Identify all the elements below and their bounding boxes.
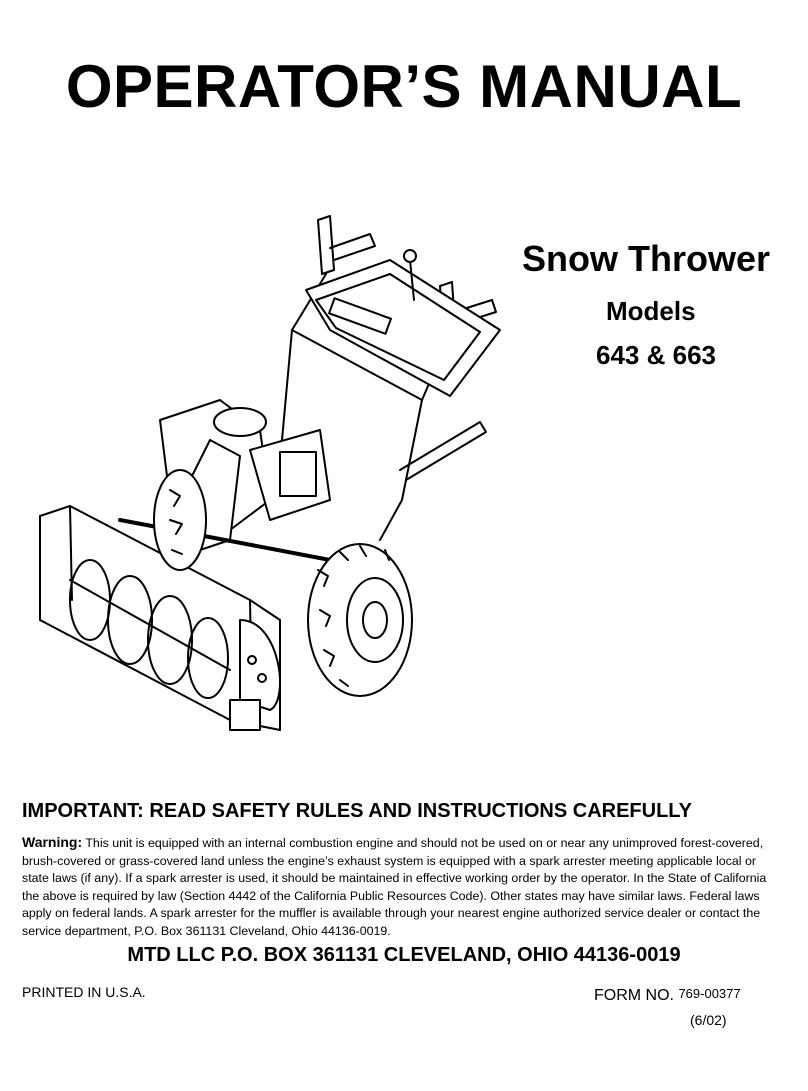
snow-thrower-illustration-icon <box>30 200 510 760</box>
model-numbers: 643 & 663 <box>596 340 716 370</box>
page-title: OPERATOR’S MANUAL <box>65 53 743 120</box>
models-label: Models <box>606 296 696 326</box>
warning-text: This unit is equipped with an internal combustion engine and should not be used on or near any unimproved forest-covered, brush-covered or grass-covered land unless the engine’s exhaust system is equipped with a spark arrester meeting applicable local or state laws (if any). If a spark arrester is used, it should be maintained in effective working order by the operator. In the State of California the above is required by law (Section 4442 of the California Public Resources Code). Other states may have similar laws. Federal laws apply on federal lands. A spark arrester for the muffler is available through your nearest engine authorized service dealer or contact the service department, P.O. Box 361131 Cleveland, Ohio 44136-0019. <box>22 836 767 938</box>
print-date: (6/02) <box>690 1012 727 1028</box>
warning-paragraph <box>22 834 780 941</box>
form-label: FORM NO. <box>594 987 674 1004</box>
warning-label: Warning: <box>22 834 83 850</box>
form-number-value: 769-00377 <box>678 986 741 1001</box>
important-heading: IMPORTANT: READ SAFETY RULES AND INSTRUCTIONS CAREFULLY <box>22 800 693 822</box>
printed-in: PRINTED IN U.S.A. <box>22 984 146 1000</box>
mtd-address: MTD LLC P.O. BOX 361131 CLEVELAND, OHIO 44136-0019 <box>127 944 681 966</box>
product-name: Snow Thrower <box>522 238 771 279</box>
form-number <box>594 986 741 1005</box>
